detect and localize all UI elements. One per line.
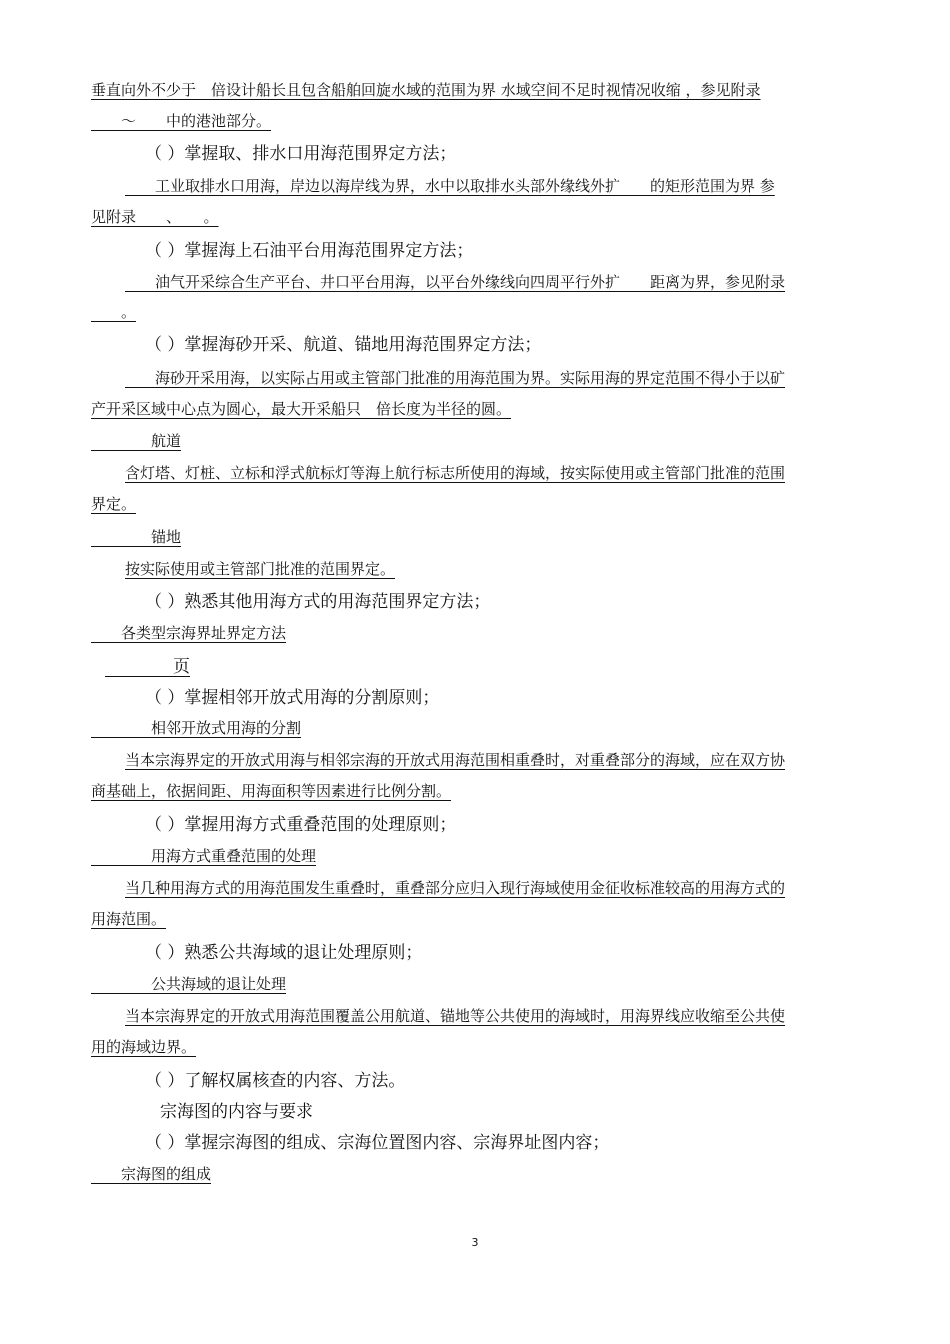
page-reference: 页	[105, 657, 190, 677]
text-line: 产开采区域中心点为圆心，最大开采船只 倍长度为半径的圆。	[91, 400, 512, 418]
subheading: 宗海图的组成	[91, 1165, 212, 1183]
section-heading: （ ）掌握宗海图的组成、宗海位置图内容、宗海界址图内容；	[145, 1133, 610, 1153]
subheading: 公共海域的退让处理	[91, 975, 287, 993]
subheading: 各类型宗海界址界定方法	[91, 624, 287, 642]
text-line: 界定。	[91, 495, 137, 513]
text-line: 用的海域边界。	[91, 1038, 197, 1056]
section-title: 宗海图的内容与要求	[160, 1102, 313, 1122]
text-line: 当本宗海界定的开放式用海与相邻宗海的开放式用海范围相重叠时，对重叠部分的海域，应在双方协	[125, 751, 786, 769]
section-heading: （ ）掌握海砂开采、航道、锚地用海范围界定方法；	[145, 335, 542, 355]
section-heading: （ ）掌握用海方式重叠范围的处理原则；	[145, 815, 457, 835]
text-line: 油气开采综合生产平台、井口平台用海，以平台外缘线向四周平行外扩 距离为界，参见附录	[125, 273, 786, 291]
subheading: 相邻开放式用海的分割	[91, 719, 302, 737]
section-heading: （ ）掌握相邻开放式用海的分割原则；	[145, 688, 440, 708]
text-line: 工业取排水口用海，岸边以海岸线为界，水中以取排水头部外缘线外扩 的矩形范围为界 参	[125, 177, 775, 195]
section-heading: （ ）了解权属核查的内容、方法。	[145, 1071, 406, 1091]
text-line: ～ 中的港池部分。	[91, 112, 272, 130]
subheading: 锚地	[91, 528, 182, 546]
subheading: 航道	[91, 432, 182, 450]
section-heading: （ ）熟悉其他用海方式的用海范围界定方法；	[145, 592, 491, 612]
text-line: 当本宗海界定的开放式用海范围覆盖公用航道、锚地等公共使用的海域时，用海界线应收缩至公共使	[125, 1007, 786, 1025]
text-line: 见附录 、 。	[91, 208, 219, 226]
text-line: 海砂开采用海，以实际占用或主管部门批准的用海范围为界。实际用海的界定范围不得小于以矿	[125, 369, 786, 387]
text-line: 当几种用海方式的用海范围发生重叠时，重叠部分应归入现行海域使用金征收标准较高的用海方式的	[125, 879, 786, 897]
section-heading: （ ）掌握海上石油平台用海范围界定方法；	[145, 241, 474, 261]
text-line: 商基础上，依据间距、用海面积等因素进行比例分割。	[91, 782, 452, 800]
text-line: 。	[91, 303, 137, 321]
section-heading: （ ）熟悉公共海域的退让处理原则；	[145, 943, 423, 963]
text-line: 按实际使用或主管部门批准的范围界定。	[125, 560, 396, 578]
subheading: 用海方式重叠范围的处理	[91, 847, 317, 865]
text-line: 垂直向外不少于 倍设计船长且包含船舶回旋水域的范围为界 水域空间不足时视情况收缩 ，参见附录	[91, 81, 761, 99]
page-number: 3	[471, 1236, 479, 1249]
text-line: 含灯塔、灯桩、立标和浮式航标灯等海上航行标志所使用的海域，按实际使用或主管部门批准的范围	[125, 464, 786, 482]
text-line: 用海范围。	[91, 910, 167, 928]
section-heading: （ ）掌握取、排水口用海范围界定方法；	[145, 144, 457, 164]
